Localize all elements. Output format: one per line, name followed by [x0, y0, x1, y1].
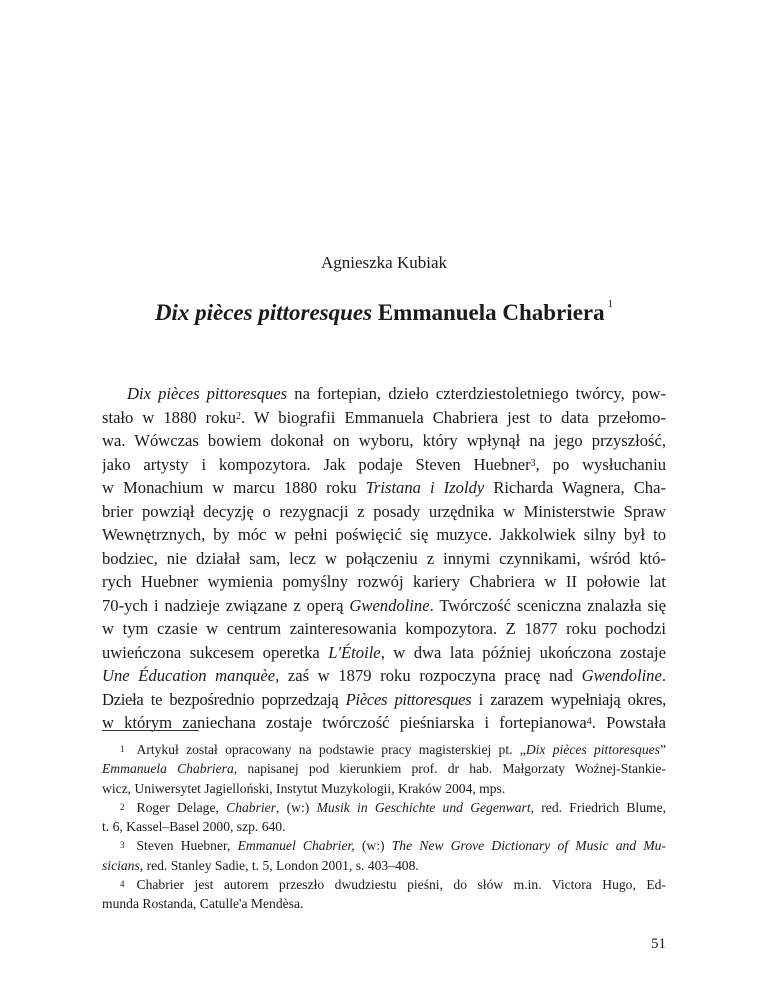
body-line — [102, 476, 666, 500]
text: stało w 1880 roku — [102, 407, 237, 427]
page-number: 51 — [651, 936, 666, 952]
footnote-line — [102, 875, 666, 894]
text: . Twórczość sceniczna znalazła się — [429, 595, 666, 615]
text: Dzieła te bezpośrednio poprzedzają — [102, 689, 346, 709]
footnote-line — [102, 836, 666, 855]
title-rest: Emmanuela Chabriera — [377, 300, 605, 325]
text: i zarazem wypełniają okres, — [471, 689, 666, 709]
text: , napisanej pod kierunkiem prof. dr hab. Małgorzaty Woźnej-Stankie- — [233, 761, 666, 777]
work-title: Dix pièces pittoresques — [525, 742, 660, 757]
work-title: Dix pièces pittoresques — [127, 384, 288, 403]
body-line: Wewnętrznych, by móc w pełni poświęcić się muzyce. Jakkolwiek silny był to — [102, 525, 666, 544]
text: , red. Stanley Sadie, t. 5, London 2001, s. 403–408. — [139, 857, 419, 873]
text: , w dwa lata później ukończona zostaje — [380, 642, 666, 662]
body-paragraph — [102, 382, 666, 735]
footnote-separator — [102, 730, 199, 731]
work-title: Une Éducation manquèe, — [102, 666, 280, 685]
title-footnote-ref: 1 — [607, 298, 614, 310]
text: Chabrier jest autorem przeszło dwudziestu pieśni, do słów m.in. Victora Hugo, Ed- — [136, 877, 666, 893]
body-line: bodziec, nie działał sam, lecz w połączeniu z innymi czynnikami, wśród któ- — [102, 548, 666, 568]
body-line: w tym czasie w centrum zainteresowania kompozytora. Z 1877 roku pochodzi — [102, 619, 666, 638]
work-title: Emmanuel Chabrier, — [237, 838, 355, 854]
footnote-line — [102, 856, 666, 875]
body-line — [102, 594, 666, 618]
author-name: Agnieszka Kubiak — [320, 253, 448, 272]
text: , red. Friedrich Blume, — [530, 799, 666, 815]
footnote-number: 4 — [120, 879, 125, 890]
footnote-line: munda Rostanda, Catulle'a Mendèsa. — [102, 896, 304, 912]
footnote-line — [102, 740, 666, 759]
text: Artykuł został opracowany na podstawie pracy magisterskiej pt. „ — [136, 742, 526, 757]
footnote-number: 2 — [120, 801, 125, 812]
text: 70-ych i nadzieje związane z operą — [102, 595, 350, 615]
text: . Powstała — [591, 713, 666, 732]
footnote-number: 1 — [120, 744, 125, 754]
text: na fortepian, dzieło czterdziestoletniego twórcy, pow- — [287, 384, 666, 403]
work-title: Chabrier — [226, 799, 276, 815]
text: zaś w 1879 roku rozpoczyna pracę nad — [279, 666, 582, 685]
footnote-line — [102, 759, 666, 778]
body-line: brier powziął decyzję o rezygnacji z posady urzędnika w Ministerstwie Spraw — [102, 501, 666, 521]
footnote-ref: 3 — [530, 457, 536, 469]
body-line: rych Huebner wymienia pomyślny rozwój kariery Chabriera w II połowie lat — [102, 572, 666, 591]
text: , (w:) — [276, 799, 317, 815]
body-line — [102, 382, 666, 406]
text: , po wysłuchaniu — [535, 454, 666, 474]
text: w którym zaniechana zostaje twórczość pieśniarska i fortepianowa — [102, 713, 587, 732]
text: ” — [659, 742, 666, 757]
title-italic: Dix pièces pittoresques — [154, 300, 373, 325]
text: (w:) — [354, 838, 392, 854]
work-title: Musik in Geschichte und Gegenwart — [316, 799, 531, 815]
article-title — [0, 300, 768, 326]
text: w Monachium w marcu 1880 roku — [102, 478, 366, 497]
footnote-ref: 4 — [586, 716, 592, 727]
work-title: The New Grove Dictionary of Music and Mu- — [391, 838, 666, 854]
text: . — [661, 666, 666, 685]
footnote-number: 3 — [120, 840, 125, 851]
text: Richarda Wagnera, Cha- — [484, 478, 666, 497]
work-title: Pièces pittoresques — [345, 689, 472, 709]
footnote-line: t. 6, Kassel–Basel 2000, szp. 640. — [102, 819, 286, 835]
footnote-ref: 2 — [236, 410, 242, 422]
body-line — [102, 688, 666, 712]
text: Roger Delage, — [136, 799, 227, 815]
work-title: L'Étoile — [328, 642, 381, 662]
body-line: wa. Wówczas bowiem dokonał on wyboru, który wpłynął na jego przyszłość, — [102, 431, 666, 450]
work-title: Tristana i Izoldy — [365, 478, 485, 497]
footnotes — [102, 740, 666, 914]
body-line — [102, 406, 666, 430]
body-line — [102, 664, 666, 688]
work-title: sicians — [102, 857, 140, 873]
work-title: Emmanuela Chabriera — [102, 761, 234, 777]
body-line — [102, 453, 666, 477]
work-title: Gwendoline — [349, 595, 430, 615]
footnote-line: wicz, Uniwersytet Jagielloński, Instytut Muzykologii, Kraków 2004, mps. — [102, 780, 506, 796]
text: Steven Huebner, — [136, 838, 238, 854]
text: jako artysty i kompozytora. Jak podaje Steven Huebner — [102, 454, 531, 474]
text: uwieńczona sukcesem operetka — [102, 642, 329, 662]
text: . W biografii Emmanuela Chabriera jest to data przełomo- — [241, 407, 666, 427]
body-line — [102, 641, 666, 665]
footnote-line — [102, 798, 666, 817]
work-title: Gwendoline — [581, 666, 662, 685]
